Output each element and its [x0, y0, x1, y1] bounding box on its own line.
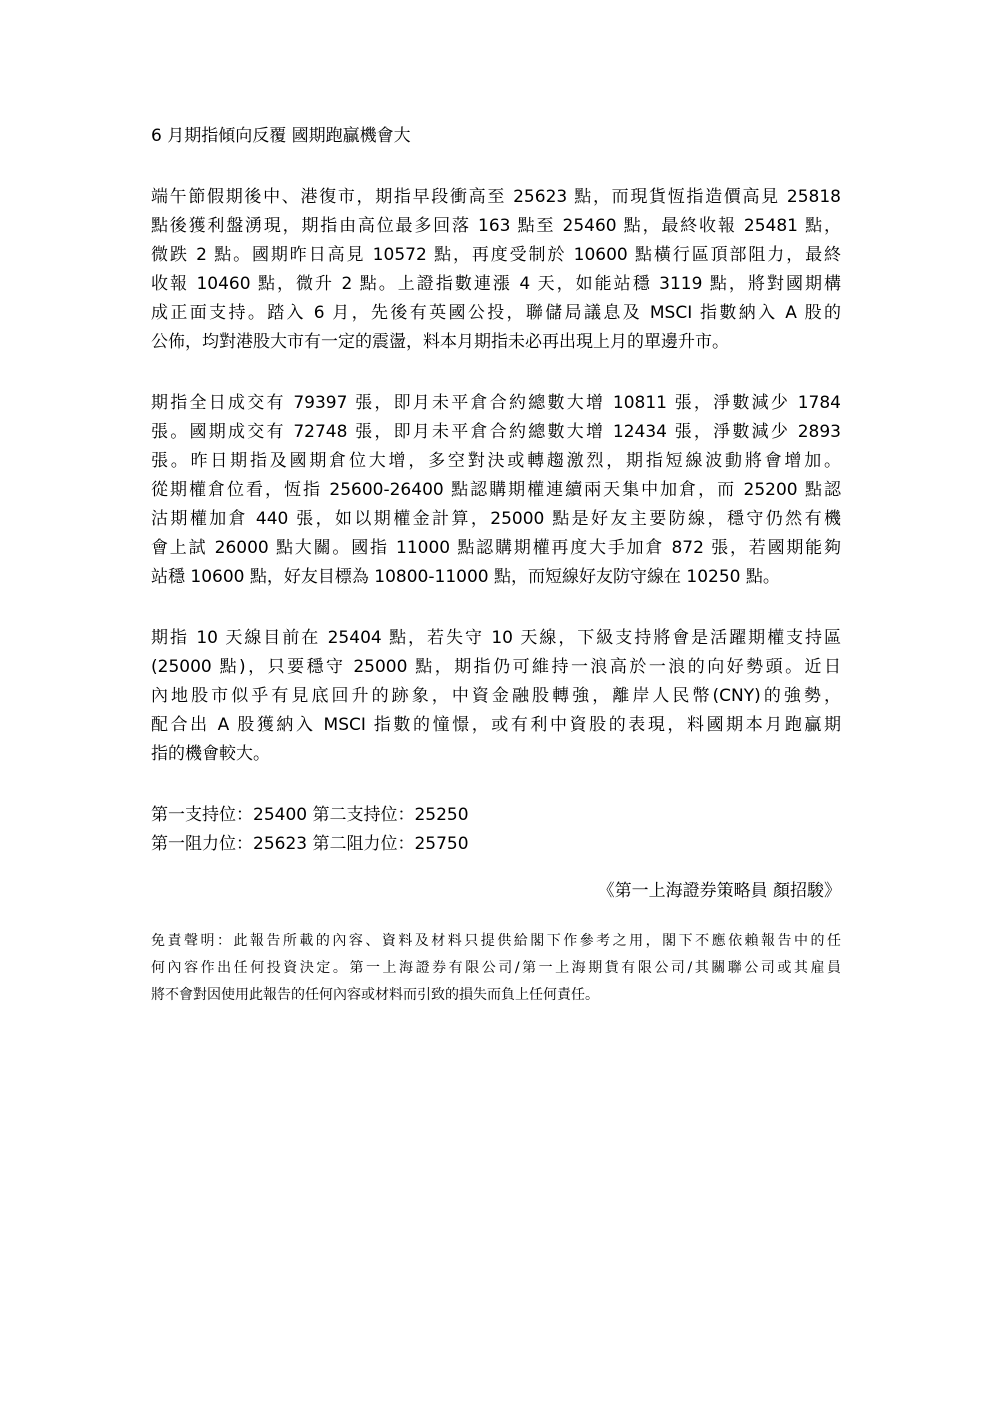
support-resistance-levels	[151, 801, 841, 859]
paragraph-line: (25000 點)，只要穩守 25000 點，期指仍可維持一浪高於一浪的向好勢頭。近日	[151, 657, 841, 677]
author-signature: 《第一上海證券策略員 顏招駿》	[597, 881, 841, 901]
paragraph-line: 沽期權加倉 440 張，如以期權金計算，25000 點是好友主要防線，穩守仍然有機	[151, 509, 841, 529]
paragraph-line: 指的機會較大。	[151, 744, 270, 764]
paragraph-line: 端午節假期後中、港復市，期指早段衝高至 25623 點，而現貨恆指造價高見 25818	[151, 187, 841, 207]
paragraph-line: 配合出 A 股獲納入 MSCI 指數的憧憬，或有利中資股的表現，料國期本月跑贏期	[151, 715, 841, 735]
document-title: 6 月期指傾向反覆 國期跑贏機會大	[151, 126, 411, 146]
disclaimer-line: 將不會對因使用此報告的任何內容或材料而引致的損失而負上任何責任。	[151, 987, 599, 1003]
support-levels: 第一支持位：25400 第二支持位：25250	[151, 805, 469, 825]
paragraph-line: 會上試 26000 點大關。國指 11000 點認購期權再度大手加倉 872 張，若國期能夠	[151, 538, 841, 558]
paragraph-line: 張。國期成交有 72748 張，即月未平倉合約總數大增 12434 張，淨數減少 2893	[151, 422, 841, 442]
paragraph-market-review	[151, 183, 841, 357]
paragraph-outlook	[151, 624, 841, 769]
paragraph-positions	[151, 389, 841, 592]
paragraph-line: 從期權倉位看，恆指 25600-26400 點認購期權連續兩天集中加倉，而 25200 點認	[151, 480, 841, 500]
disclaimer-line: 何內容作出任何投資決定。第一上海證券有限公司/第一上海期貨有限公司/其關聯公司或其雇員	[151, 960, 841, 976]
paragraph-line: 微跌 2 點。國期昨日高見 10572 點，再度受制於 10600 點橫行區頂部阻力，最終	[151, 245, 841, 265]
paragraph-line: 張。昨日期指及國期倉位大增，多空對決或轉趨激烈，期指短線波動將會增加。	[151, 451, 841, 471]
paragraph-line: 站穩 10600 點，好友目標為 10800-11000 點，而短線好友防守線在 10250 點。	[151, 567, 780, 587]
paragraph-line: 期指 10 天線目前在 25404 點，若失守 10 天線，下級支持將會是活躍期權支持區	[151, 628, 841, 648]
disclaimer-line: 免責聲明：此報告所載的內容、資料及材料只提供給閣下作參考之用，閣下不應依賴報告中的任	[151, 933, 841, 949]
paragraph-line: 公佈，均對港股大市有一定的震盪，料本月期指未必再出現上月的單邊升市。	[151, 332, 729, 352]
paragraph-line: 點後獲利盤湧現，期指由高位最多回落 163 點至 25460 點，最終收報 25481 點，	[151, 216, 841, 236]
paragraph-line: 內地股市似乎有見底回升的跡象，中資金融股轉強，離岸人民幣(CNY)的強勢，	[151, 686, 841, 706]
document-body	[151, 124, 841, 1009]
paragraph-line: 成正面支持。踏入 6 月，先後有英國公投，聯儲局議息及 MSCI 指數納入 A 股的	[151, 303, 841, 323]
resistance-levels: 第一阻力位：25623 第二阻力位：25750	[151, 834, 469, 854]
paragraph-line: 收報 10460 點，微升 2 點。上證指數連漲 4 天，如能站穩 3119 點，將對國期構	[151, 274, 841, 294]
disclaimer	[151, 928, 841, 1009]
paragraph-line: 期指全日成交有 79397 張，即月未平倉合約總數大增 10811 張，淨數減少 1784	[151, 393, 841, 413]
